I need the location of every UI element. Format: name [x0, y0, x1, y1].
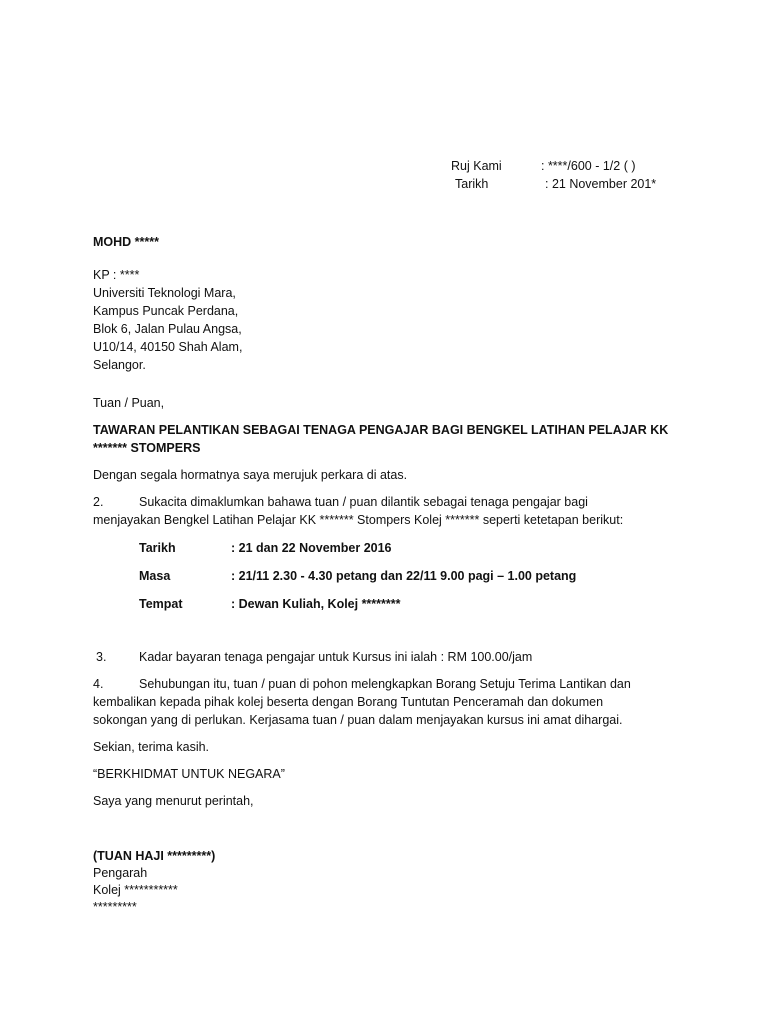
ruj-kami-label: Ruj Kami	[451, 159, 502, 173]
ruj-kami-value: : ****/600 - 1/2 ( )	[541, 159, 636, 173]
paragraph-3-text: Kadar bayaran tenaga pengajar untuk Kursus ini ialah : RM 100.00/jam	[139, 650, 533, 664]
detail-label-tarikh: Tarikh	[139, 541, 176, 555]
detail-label-tempat: Tempat	[139, 597, 183, 611]
detail-label-masa: Masa	[139, 569, 171, 583]
salutation: Tuan / Puan,	[93, 396, 165, 410]
paragraph-2-number: 2.	[93, 495, 104, 509]
paragraph-4-line-3: sokongan yang di perlukan. Kerjasama tuan / puan dalam menjayakan kursus ini amat dihargai.	[93, 713, 623, 727]
signatory-college: Kolej ***********	[93, 883, 178, 897]
tarikh-label: Tarikh	[455, 177, 489, 191]
paragraph-3-number: 3.	[96, 650, 107, 664]
paragraph-1: Dengan segala hormatnya saya merujuk perkara di atas.	[93, 468, 408, 482]
subject-line-1: TAWARAN PELANTIKAN SEBAGAI TENAGA PENGAJAR BAGI BENGKEL LATIHAN PELAJAR KK	[93, 423, 669, 437]
tarikh-value: : 21 November 201*	[545, 177, 657, 191]
signatory-extra: *********	[93, 900, 137, 914]
paragraph-4-number: 4.	[93, 677, 104, 691]
subject-line-2: ******* STOMPERS	[93, 441, 201, 455]
signatory-name: (TUAN HAJI *********)	[93, 849, 216, 863]
address-line: Blok 6, Jalan Pulau Angsa,	[93, 322, 242, 336]
closing-text: Sekian, terima kasih.	[93, 740, 210, 754]
detail-value-tarikh: : 21 dan 22 November 2016	[231, 541, 392, 555]
paragraph-4-line-2: kembalikan kepada pihak kolej beserta dengan Borang Tuntutan Penceramah dan dokumen	[93, 695, 604, 709]
sign-off: Saya yang menurut perintah,	[93, 794, 254, 808]
paragraph-4-line-1: Sehubungan itu, tuan / puan di pohon melengkapkan Borang Setuju Terima Lantikan dan	[139, 677, 631, 691]
detail-value-masa: : 21/11 2.30 - 4.30 petang dan 22/11 9.00 pagi – 1.00 petang	[231, 569, 577, 583]
paragraph-2-line-2: menjayakan Bengkel Latihan Pelajar KK ******* Stompers Kolej ******* seperti ketetapan berikut:	[93, 513, 624, 527]
recipient-kp: KP : ****	[93, 268, 140, 282]
signatory-title: Pengarah	[93, 866, 148, 880]
address-line: Universiti Teknologi Mara,	[93, 286, 236, 300]
paragraph-2-line-1: Sukacita dimaklumkan bahawa tuan / puan dilantik sebagai tenaga pengajar bagi	[139, 495, 588, 509]
address-line: Kampus Puncak Perdana,	[93, 304, 239, 318]
address-line: Selangor.	[93, 358, 146, 372]
detail-value-tempat: : Dewan Kuliah, Kolej ********	[231, 597, 401, 611]
recipient-name: MOHD *****	[93, 235, 159, 249]
motto: “BERKHIDMAT UNTUK NEGARA”	[93, 767, 285, 781]
address-line: U10/14, 40150 Shah Alam,	[93, 340, 243, 354]
